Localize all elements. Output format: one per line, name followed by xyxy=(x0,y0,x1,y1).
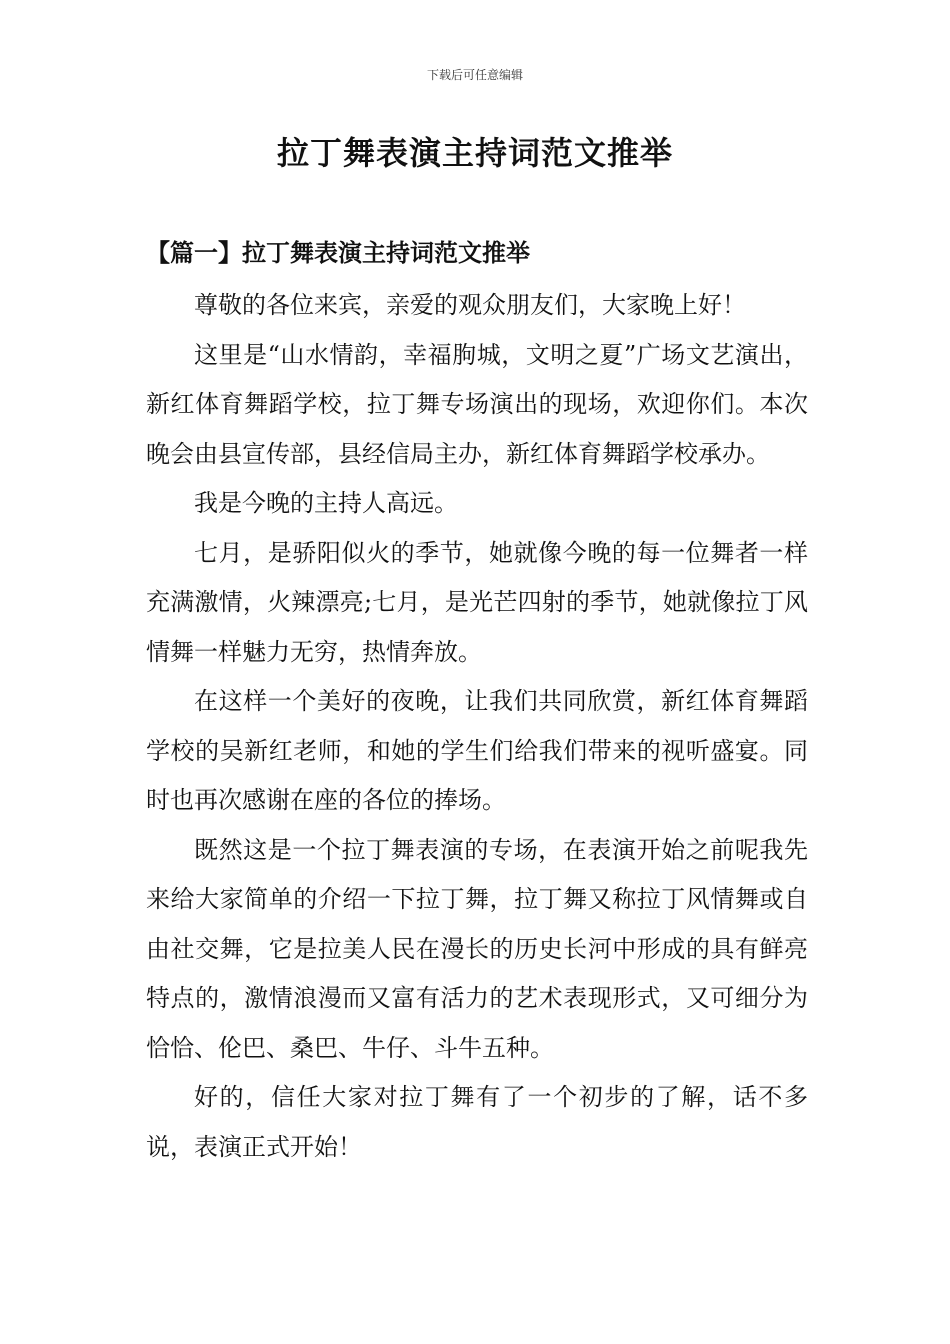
paragraph-host: 我是今晚的主持人高远。 xyxy=(194,489,458,517)
paragraph-evening: 在这样一个美好的夜晚，让我们共同欣赏，新红体育舞蹈学校的吴新红老师，和她的学生们给我们带来的视听盛宴。同时也再次感谢在座的各位的捧场。 xyxy=(146,687,808,814)
paragraph-introduction: 这里是“山水情韵，幸福朐城，文明之夏”广场文艺演出，新红体育舞蹈学校，拉丁舞专场演出的现场，欢迎你们。本次晚会由县宣传部，县经信局主办，新红体育舞蹈学校承办。 xyxy=(146,340,808,468)
paragraph-start: 好的，信任大家对拉丁舞有了一个初步的了解，话不多说，表演正式开始！ xyxy=(146,1083,808,1161)
section-heading: 【篇一】拉丁舞表演主持词范文推举 xyxy=(146,238,530,267)
paragraph-latin-dance: 既然这是一个拉丁舞表演的专场，在表演开始之前呢我先来给大家简单的介绍一下拉丁舞，拉丁舞又称拉丁风情舞或自由社交舞，它是拉美人民在漫长的历史长河中形成的具有鲜亮特点的，激情浪漫而又富有活力的艺术表现形式，又可细分为恰恰、伦巴、桑巴、牛仔、斗牛五种。 xyxy=(146,835,808,1062)
document-body xyxy=(146,281,808,1172)
paragraph-july: 七月，是骄阳似火的季节，她就像今晚的每一位舞者一样充满激情，火辣漂亮;七月，是光芒四射的季节，她就像拉丁风情舞一样魅力无穷，热情奔放。 xyxy=(146,538,808,666)
paragraph-greeting: 尊敬的各位来宾，亲爱的观众朋友们，大家晚上好！ xyxy=(194,291,746,319)
header-note: 下载后可任意编辑 xyxy=(426,68,523,82)
document-title: 拉丁舞表演主持词范文推举 xyxy=(276,134,673,172)
